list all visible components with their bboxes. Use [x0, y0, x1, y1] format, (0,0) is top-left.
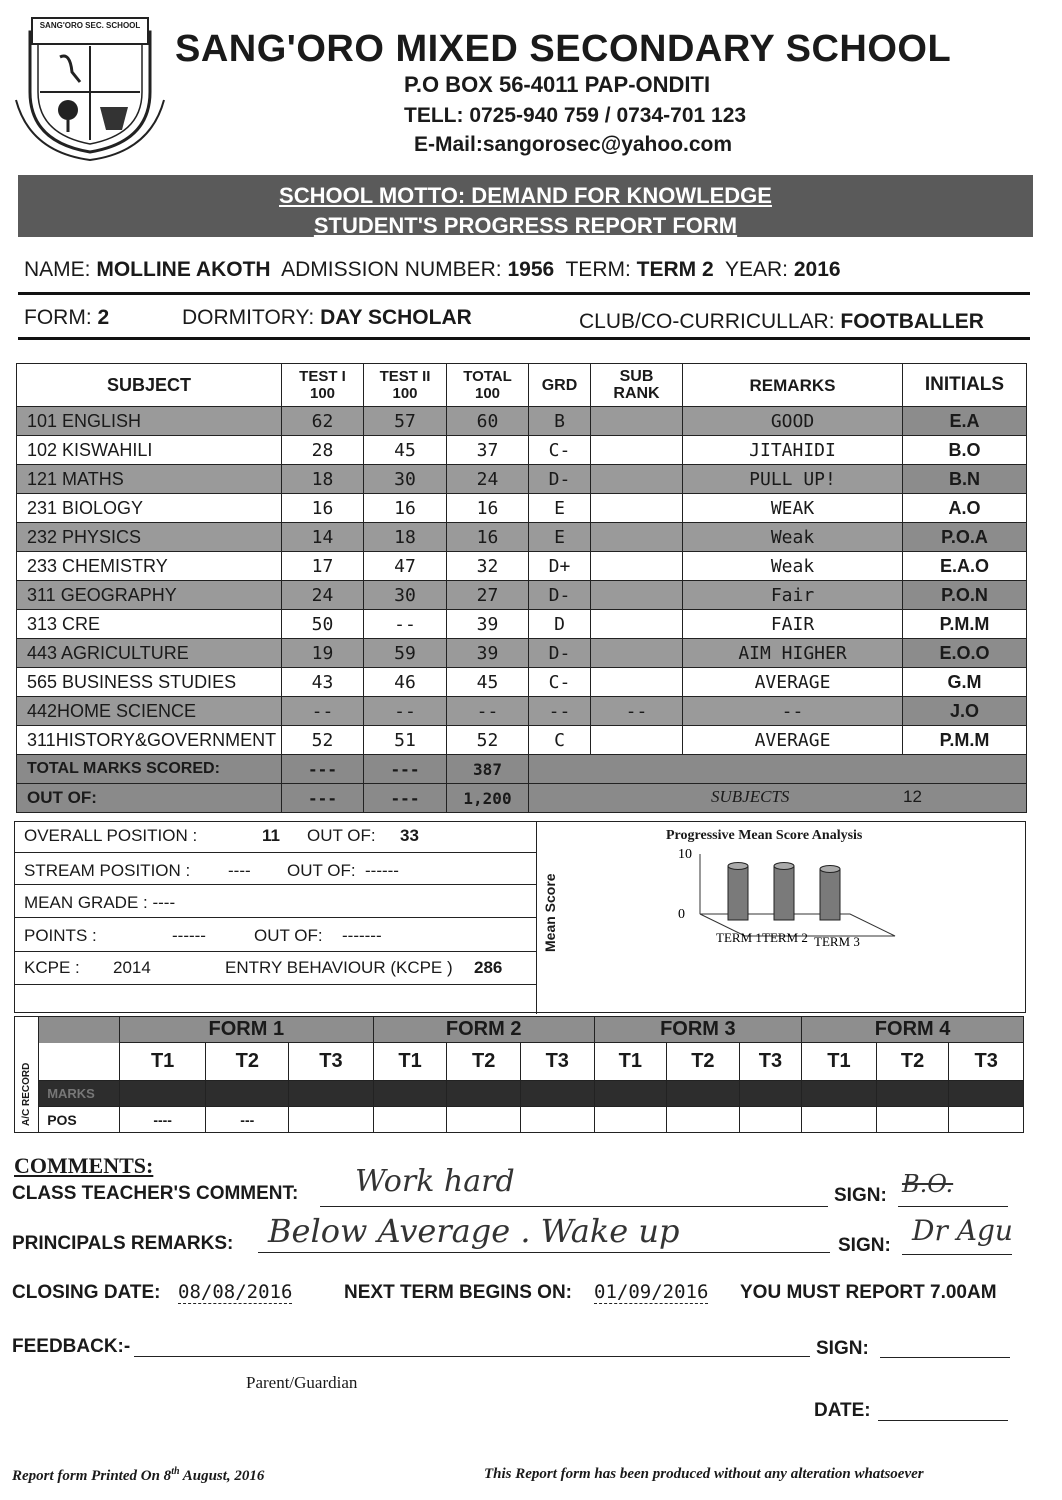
- test1-header: TEST I 100: [282, 364, 364, 407]
- initials-cell: E.O.O: [903, 639, 1027, 668]
- stream-position-label: STREAM POSITION :: [24, 861, 191, 880]
- test1-cell: 62: [282, 407, 364, 436]
- sub-rank-cell: [591, 581, 683, 610]
- table-row: [17, 581, 1027, 610]
- total-cell: 32: [447, 552, 529, 581]
- grade-cell: E: [529, 523, 591, 552]
- dormitory-label: DORMITORY:: [182, 306, 315, 329]
- sign-label-2: SIGN:: [838, 1235, 891, 1256]
- record-side-label-cell: [15, 1017, 39, 1133]
- record-term-header: T2: [206, 1043, 289, 1081]
- grade-cell: C-: [529, 668, 591, 697]
- total-cell: --: [447, 697, 529, 726]
- chart-bar: [774, 866, 794, 920]
- subject-cell: 313 CRE: [17, 610, 282, 639]
- divider: [18, 292, 1030, 295]
- points-value: ------: [172, 926, 206, 945]
- subject-cell: 311 GEOGRAPHY: [17, 581, 282, 610]
- feedback-label: FEEDBACK:-: [12, 1336, 131, 1357]
- position-divider: [536, 821, 537, 1014]
- test1-cell: 50: [282, 610, 364, 639]
- feedback-line: [134, 1356, 810, 1357]
- test2-cell: 30: [364, 465, 447, 494]
- record-pos-cell: [447, 1107, 521, 1133]
- record-marks-cell: [447, 1081, 521, 1107]
- out-of-value: 1,200: [447, 784, 529, 813]
- subject-cell: 121 MATHS: [17, 465, 282, 494]
- remarks-cell: GOOD: [683, 407, 903, 436]
- grade-cell: D: [529, 610, 591, 639]
- test2-cell: 59: [364, 639, 447, 668]
- report-time-notice: YOU MUST REPORT 7.00AM: [740, 1282, 997, 1303]
- record-marks-label: MARKS: [39, 1081, 120, 1107]
- table-row: [17, 436, 1027, 465]
- chart-bar: [820, 869, 840, 920]
- record-marks-cell: [206, 1081, 289, 1107]
- table-row: [17, 552, 1027, 581]
- overall-position-label: OVERALL POSITION :: [24, 826, 198, 845]
- grade-header: GRD: [529, 364, 591, 407]
- test2-cell: 16: [364, 494, 447, 523]
- test2-cell: --: [364, 697, 447, 726]
- remarks-cell: AIM HIGHER: [683, 639, 903, 668]
- remarks-cell: FAIR: [683, 610, 903, 639]
- outof-test2: ---: [364, 784, 447, 813]
- principal-remarks: Below Average . Wake up: [268, 1212, 680, 1250]
- test1-cell: --: [282, 697, 364, 726]
- record-pos-label: POS: [39, 1107, 120, 1133]
- test2-cell: 51: [364, 726, 447, 755]
- initials-cell: B.N: [903, 465, 1027, 494]
- subject-cell: 442HOME SCIENCE: [17, 697, 282, 726]
- grade-cell: B: [529, 407, 591, 436]
- sign-label-1: SIGN:: [834, 1185, 887, 1206]
- record-term-header: T2: [876, 1043, 949, 1081]
- subject-cell: 231 BIOLOGY: [17, 494, 282, 523]
- grade-cell: E: [529, 494, 591, 523]
- form-label: FORM:: [24, 306, 92, 329]
- test1-cell: 24: [282, 581, 364, 610]
- total-cell: 52: [447, 726, 529, 755]
- admission-number: 1956: [507, 258, 555, 281]
- test1-cell: 18: [282, 465, 364, 494]
- record-side-label: A/C RECORD: [21, 1062, 32, 1126]
- subjects-cell: [529, 784, 1027, 813]
- test2-cell: 18: [364, 523, 447, 552]
- record-corner-lower: [39, 1043, 120, 1081]
- record-form-3: FORM 3: [594, 1017, 802, 1043]
- divider: [18, 337, 1030, 340]
- record-marks-cell: [802, 1081, 877, 1107]
- subjects-label: SUBJECTS: [711, 787, 790, 806]
- kcpe-label: KCPE :: [24, 958, 80, 977]
- sub-rank-cell: [591, 668, 683, 697]
- academic-record-table: [14, 1016, 1024, 1133]
- next-term-value: 01/09/2016: [594, 1281, 709, 1303]
- club-label: CLUB/CO-CURRICULLAR:: [579, 310, 835, 333]
- sub-rank-cell: --: [591, 697, 683, 726]
- chart-y-tick-label: 10: [678, 847, 692, 862]
- grade-cell: D-: [529, 465, 591, 494]
- school-motto: SCHOOL MOTTO: DEMAND FOR KNOWLEDGE: [279, 183, 772, 208]
- term-label: TERM:: [565, 258, 631, 281]
- overall-outof-value: 33: [400, 826, 419, 845]
- record-terms-row: [15, 1043, 1024, 1081]
- record-form-4: FORM 4: [802, 1017, 1024, 1043]
- record-term-header: T1: [802, 1043, 877, 1081]
- sub-rank-header: SUB RANK: [591, 364, 683, 407]
- grade-cell: --: [529, 697, 591, 726]
- record-marks-row: [15, 1081, 1024, 1107]
- grade-cell: D-: [529, 581, 591, 610]
- overall-position-value: 11: [262, 826, 280, 845]
- class-teacher-comment: Work hard: [355, 1164, 515, 1199]
- total-cell: 24: [447, 465, 529, 494]
- closing-date-value: 08/08/2016: [178, 1281, 293, 1303]
- term-value: TERM 2: [636, 258, 714, 281]
- chart-title: Progressive Mean Score Analysis: [666, 828, 863, 843]
- subject-cell: 101 ENGLISH: [17, 407, 282, 436]
- record-marks-cell: [949, 1081, 1024, 1107]
- student-info-line-2: [24, 306, 109, 330]
- grade-cell: C-: [529, 436, 591, 465]
- initials-cell: P.O.N: [903, 581, 1027, 610]
- total-cell: 27: [447, 581, 529, 610]
- parent-guardian-label: Parent/Guardian: [246, 1373, 358, 1392]
- record-marks-cell: [119, 1081, 206, 1107]
- chart-y-label: Mean Score: [542, 873, 558, 952]
- school-address: P.O BOX 56-4011 PAP-ONDITI: [404, 72, 711, 97]
- initials-cell: P.M.M: [903, 610, 1027, 639]
- table-row: [17, 668, 1027, 697]
- record-marks-cell: [373, 1081, 447, 1107]
- closing-date-label: CLOSING DATE:: [12, 1282, 161, 1303]
- logo-text: SANG'ORO SEC. SCHOOL: [39, 21, 141, 30]
- chart-bar: [728, 866, 748, 920]
- total-cell: 16: [447, 523, 529, 552]
- mean-grade-label: MEAN GRADE : ----: [24, 893, 176, 912]
- table-header-row: [17, 364, 1027, 407]
- initials-header: INITIALS: [903, 364, 1027, 407]
- date-line: [878, 1420, 1008, 1421]
- record-pos-cell: [876, 1107, 949, 1133]
- total-marks-row: [17, 755, 1027, 784]
- test1-cell: 17: [282, 552, 364, 581]
- date-label: DATE:: [814, 1400, 871, 1421]
- record-pos-row: [15, 1107, 1024, 1133]
- test1-cell: 43: [282, 668, 364, 697]
- sub-rank-cell: [591, 726, 683, 755]
- initials-cell: P.O.A: [903, 523, 1027, 552]
- record-marks-cell: [520, 1081, 594, 1107]
- initials-cell: G.M: [903, 668, 1027, 697]
- test2-cell: 45: [364, 436, 447, 465]
- chart-bar-top: [728, 863, 748, 870]
- sign-line-2: [902, 1254, 1012, 1255]
- record-term-header: T1: [373, 1043, 447, 1081]
- remarks-cell: PULL UP!: [683, 465, 903, 494]
- initials-cell: P.M.M: [903, 726, 1027, 755]
- year-value: 2016: [793, 258, 841, 281]
- table-row: [17, 407, 1027, 436]
- test1-cell: 19: [282, 639, 364, 668]
- remarks-cell: AVERAGE: [683, 668, 903, 697]
- stream-position-value: ----: [228, 861, 251, 880]
- principal-signature: Dr Agu: [912, 1214, 1013, 1247]
- sub-rank-cell: [591, 552, 683, 581]
- test2-cell: --: [364, 610, 447, 639]
- table-row: [17, 494, 1027, 523]
- record-pos-cell: [520, 1107, 594, 1133]
- total-cell: 16: [447, 494, 529, 523]
- remarks-cell: JITAHIDI: [683, 436, 903, 465]
- principal-remarks-line: [258, 1252, 830, 1253]
- next-term-label: NEXT TERM BEGINS ON:: [344, 1282, 573, 1303]
- points-label: POINTS :: [24, 926, 97, 945]
- sub-rank-cell: [591, 436, 683, 465]
- record-marks-cell: [594, 1081, 667, 1107]
- test2-header: TEST II 100: [364, 364, 447, 407]
- comments-heading: COMMENTS:: [14, 1153, 154, 1178]
- report-form-title: STUDENT'S PROGRESS REPORT FORM: [313, 213, 738, 238]
- chart-x-tick-label: TERM 3: [814, 934, 860, 949]
- initials-cell: E.A.O: [903, 552, 1027, 581]
- test2-cell: 47: [364, 552, 447, 581]
- sub-rank-cell: [591, 610, 683, 639]
- remarks-header: REMARKS: [683, 364, 903, 407]
- table-row: [17, 726, 1027, 755]
- total-header: TOTAL 100: [447, 364, 529, 407]
- record-term-header: T3: [949, 1043, 1024, 1081]
- subject-cell: 443 AGRICULTURE: [17, 639, 282, 668]
- record-forms-row: [15, 1017, 1024, 1043]
- class-teacher-comment-line: [320, 1206, 828, 1207]
- grade-cell: C: [529, 726, 591, 755]
- initials-cell: A.O: [903, 494, 1027, 523]
- total-cell: 39: [447, 610, 529, 639]
- table-row: [17, 523, 1027, 552]
- total-cell: 60: [447, 407, 529, 436]
- record-marks-cell: [289, 1081, 374, 1107]
- kcpe-year: 2014: [113, 958, 151, 977]
- record-pos-cell: [802, 1107, 877, 1133]
- sub-rank-cell: [591, 407, 683, 436]
- record-marks-cell: [739, 1081, 802, 1107]
- test1-cell: 16: [282, 494, 364, 523]
- overall-outof-label: OUT OF:: [307, 826, 376, 845]
- total-cell: 45: [447, 668, 529, 697]
- sign-line-3: [880, 1357, 1010, 1358]
- school-email: E-Mail:sangorosec@yahoo.com: [414, 133, 733, 156]
- record-corner: [39, 1017, 120, 1043]
- record-term-header: T3: [739, 1043, 802, 1081]
- marks-table: [16, 363, 1027, 813]
- chart-x-tick-label: TERM 2: [762, 930, 808, 945]
- class-teacher-signature: B.O.: [902, 1170, 954, 1198]
- school-name: SANG'ORO MIXED SECONDARY SCHOOL: [175, 28, 952, 70]
- table-row: [17, 697, 1027, 726]
- record-marks-cell: [876, 1081, 949, 1107]
- entry-behaviour-label: ENTRY BEHAVIOUR (KCPE ): [225, 958, 453, 977]
- printed-on-note: Report form Printed On 8th August, 2016: [12, 1466, 265, 1484]
- record-form-2: FORM 2: [373, 1017, 594, 1043]
- stream-outof-label: OUT OF:: [287, 861, 356, 880]
- test1-cell: 52: [282, 726, 364, 755]
- record-form-1: FORM 1: [119, 1017, 373, 1043]
- subjects-count: 12: [903, 787, 922, 806]
- initials-cell: J.O: [903, 697, 1027, 726]
- subject-cell: 233 CHEMISTRY: [17, 552, 282, 581]
- record-pos-cell: ----: [119, 1107, 206, 1133]
- form-value: 2: [97, 306, 110, 329]
- subject-cell: 565 BUSINESS STUDIES: [17, 668, 282, 697]
- subject-header: SUBJECT: [17, 364, 282, 407]
- record-term-header: T1: [594, 1043, 667, 1081]
- test2-cell: 46: [364, 668, 447, 697]
- outof-test1: ---: [282, 784, 364, 813]
- record-term-header: T3: [289, 1043, 374, 1081]
- remarks-cell: Weak: [683, 523, 903, 552]
- record-pos-cell: [289, 1107, 374, 1133]
- title-band: [18, 175, 1033, 237]
- sub-rank-cell: [591, 494, 683, 523]
- mean-score-chart: [660, 842, 910, 962]
- club-info: [579, 310, 984, 334]
- remarks-cell: Fair: [683, 581, 903, 610]
- chart-bar-top: [820, 866, 840, 873]
- record-marks-cell: [667, 1081, 740, 1107]
- chart-y-tick-label: 0: [678, 907, 685, 922]
- subject-cell: 232 PHYSICS: [17, 523, 282, 552]
- record-pos-cell: [594, 1107, 667, 1133]
- remarks-cell: AVERAGE: [683, 726, 903, 755]
- name-label: NAME:: [24, 258, 91, 281]
- total-marks-label: TOTAL MARKS SCORED:: [17, 755, 282, 784]
- sub-rank-cell: [591, 523, 683, 552]
- dormitory-info: [182, 306, 472, 330]
- total-blank: [529, 755, 1027, 784]
- total-test1: ---: [282, 755, 364, 784]
- total-marks-value: 387: [447, 755, 529, 784]
- record-pos-cell: [667, 1107, 740, 1133]
- class-teacher-comment-label: CLASS TEACHER'S COMMENT:: [12, 1183, 299, 1204]
- initials-cell: B.O: [903, 436, 1027, 465]
- grade-cell: D+: [529, 552, 591, 581]
- sub-rank-cell: [591, 465, 683, 494]
- subject-cell: 102 KISWAHILI: [17, 436, 282, 465]
- record-pos-cell: [949, 1107, 1024, 1133]
- record-term-header: T2: [667, 1043, 740, 1081]
- student-name: MOLLINE AKOTH: [96, 258, 271, 281]
- table-row: [17, 639, 1027, 668]
- total-cell: 39: [447, 639, 529, 668]
- subject-cell: 311HISTORY&GOVERNMENT: [17, 726, 282, 755]
- initials-cell: E.A: [903, 407, 1027, 436]
- school-crest-logo: [10, 12, 170, 162]
- record-term-header: T2: [447, 1043, 521, 1081]
- remarks-cell: --: [683, 697, 903, 726]
- record-pos-cell: ---: [206, 1107, 289, 1133]
- test2-cell: 57: [364, 407, 447, 436]
- points-outof-label: OUT OF:: [254, 926, 323, 945]
- dormitory-value: DAY SCHOLAR: [320, 306, 472, 329]
- year-label: YEAR:: [724, 258, 788, 281]
- record-term-header: T3: [520, 1043, 594, 1081]
- entry-behaviour-value: 286: [474, 958, 503, 977]
- student-info-line-1: [24, 258, 841, 282]
- principal-remarks-label: PRINCIPALS REMARKS:: [12, 1233, 234, 1254]
- stream-outof-value: ------: [365, 861, 399, 880]
- club-value: FOOTBALLER: [840, 310, 984, 333]
- sign-line-1: [898, 1206, 1008, 1207]
- table-row: [17, 465, 1027, 494]
- remarks-cell: Weak: [683, 552, 903, 581]
- test1-cell: 14: [282, 523, 364, 552]
- no-alteration-note: This Report form has been produced without any alteration whatsoever: [484, 1466, 924, 1482]
- chart-bar-top: [774, 863, 794, 870]
- admission-label: ADMISSION NUMBER:: [281, 258, 502, 281]
- out-of-label: OUT OF:: [17, 784, 282, 813]
- sub-rank-cell: [591, 639, 683, 668]
- school-phone: TELL: 0725-940 759 / 0734-701 123: [404, 104, 747, 127]
- out-of-row: [17, 784, 1027, 813]
- record-pos-cell: [739, 1107, 802, 1133]
- test2-cell: 30: [364, 581, 447, 610]
- total-test2: ---: [364, 755, 447, 784]
- table-row: [17, 610, 1027, 639]
- points-outof-value: -------: [342, 926, 382, 945]
- record-pos-cell: [373, 1107, 447, 1133]
- test1-cell: 28: [282, 436, 364, 465]
- chart-x-tick-label: TERM 1: [716, 930, 762, 945]
- grade-cell: D-: [529, 639, 591, 668]
- remarks-cell: WEAK: [683, 494, 903, 523]
- record-term-header: T1: [119, 1043, 206, 1081]
- sign-label-3: SIGN:: [816, 1338, 869, 1359]
- total-cell: 37: [447, 436, 529, 465]
